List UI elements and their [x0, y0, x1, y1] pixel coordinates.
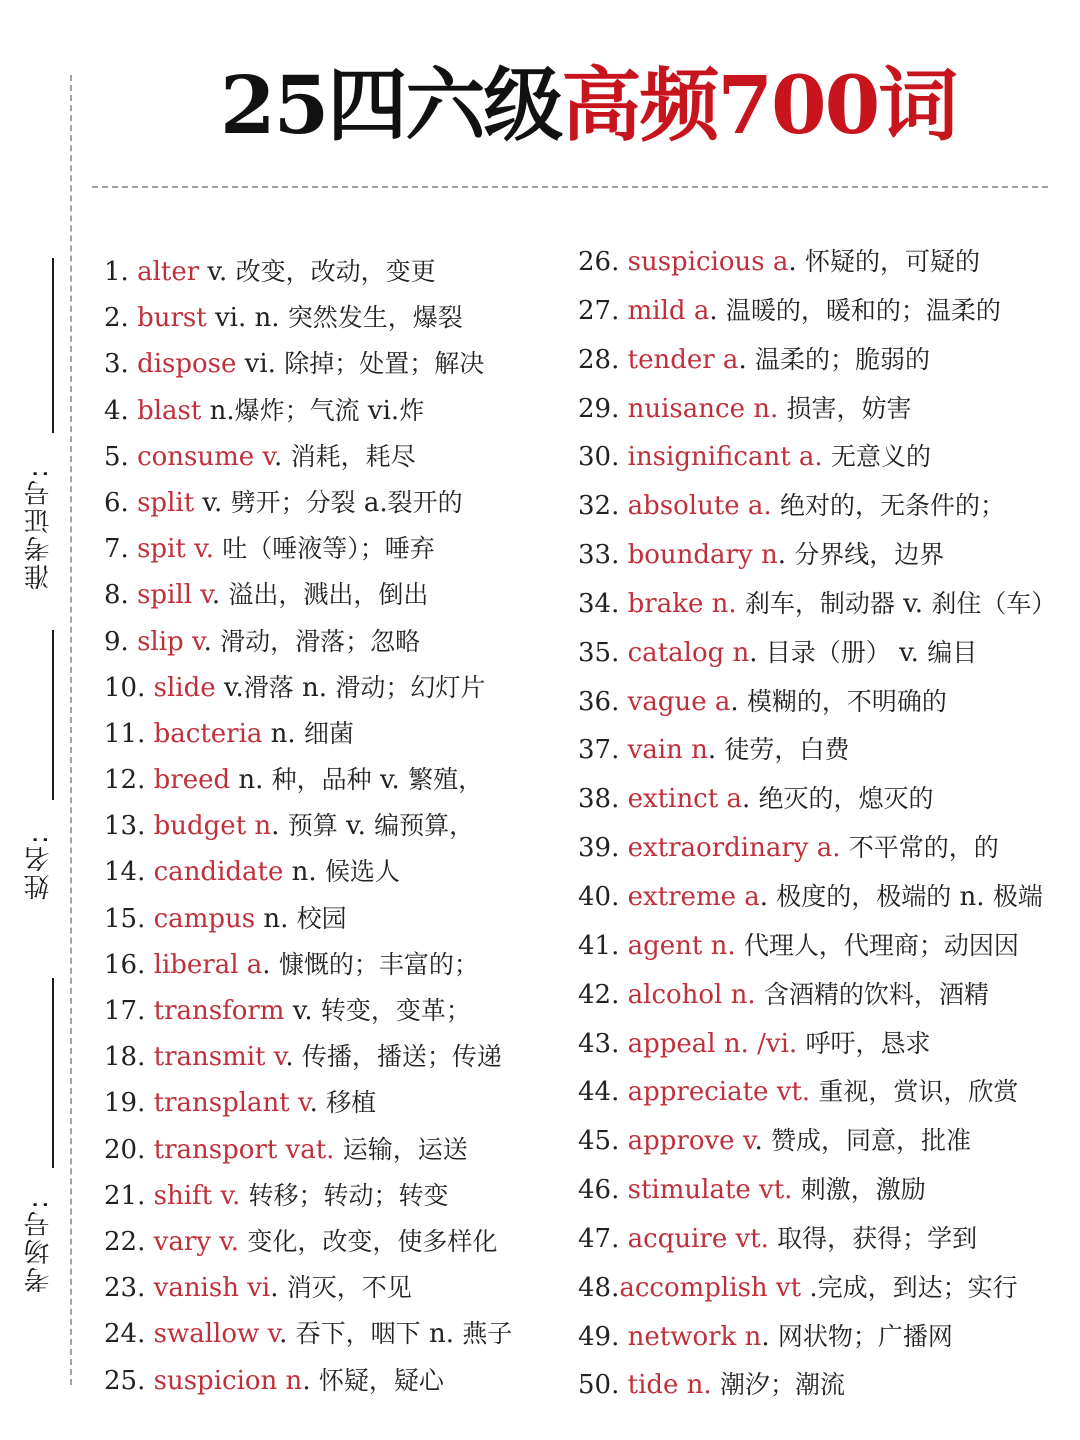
vocab-entry	[578, 1215, 1056, 1264]
entry-word: slide	[153, 672, 216, 703]
entry-definition: . 传播，播送；传递	[285, 1042, 502, 1073]
vocab-entry	[104, 803, 512, 849]
entry-definition: vi. 除掉；处置；解决	[236, 349, 485, 380]
entry-word: suspicion n	[153, 1365, 303, 1396]
entry-definition: . 目录（册） v. 编目	[749, 637, 978, 668]
vocab-entry	[578, 385, 1056, 434]
vocab-entry	[104, 1265, 512, 1311]
entry-word: transplant v	[153, 1088, 310, 1119]
entry-number: 6.	[104, 487, 138, 518]
vocab-entry	[578, 287, 1056, 336]
entry-definition: . 分界线，边界	[777, 540, 945, 571]
entry-definition: . 消灭，不见	[270, 1273, 412, 1304]
entry-word: bacteria	[153, 718, 263, 749]
entry-number: 23.	[104, 1273, 154, 1304]
entry-definition: v. 改变，改动，变更	[199, 257, 436, 287]
entry-word: extinct a	[627, 784, 742, 815]
entry-definition: 运输，运送	[342, 1134, 468, 1164]
entry-word: tender a	[627, 344, 739, 375]
entry-word: appreciate vt.	[627, 1077, 811, 1108]
exam-id-label: 准考证号:	[24, 467, 54, 590]
entry-definition: vi. n. 突然发生，爆裂	[206, 303, 463, 334]
entry-number: 22.	[104, 1226, 154, 1257]
entry-definition: n. 校园	[255, 903, 347, 934]
entry-word: approve v	[627, 1126, 755, 1157]
entry-number: 41.	[578, 930, 628, 961]
entry-word: vanish vi	[153, 1273, 271, 1304]
vocab-entry	[578, 1166, 1056, 1215]
vocab-entry	[104, 295, 512, 341]
entry-word: swallow v	[153, 1319, 280, 1350]
entry-number: 27.	[578, 295, 628, 326]
entry-number: 13.	[104, 811, 154, 842]
name-underline	[52, 630, 54, 800]
entry-number: 20.	[104, 1134, 154, 1165]
entry-word: alcohol n.	[627, 979, 756, 1010]
entry-definition: 取得，获得；学到	[777, 1223, 978, 1253]
entry-number: 32.	[578, 491, 628, 522]
entry-word: vain n	[627, 735, 708, 766]
entry-word: campus	[153, 903, 256, 934]
vocab-entry	[104, 988, 512, 1034]
entry-definition: 重视，赏识，欣赏	[818, 1077, 1019, 1107]
vocab-entry	[104, 1080, 512, 1126]
entry-number: 46.	[578, 1175, 628, 1206]
vocab-entry	[104, 665, 512, 711]
entry-number: 47.	[578, 1223, 628, 1254]
vocab-entry	[104, 619, 512, 665]
vocab-entry	[104, 434, 512, 480]
entry-number: 33.	[578, 540, 628, 571]
entry-word: spill v	[137, 580, 212, 611]
entry-number: 7.	[104, 534, 138, 565]
entry-definition: 吐（唾液等）；唾弃	[222, 534, 435, 564]
entry-number: 10.	[104, 672, 154, 703]
entry-number: 4.	[104, 395, 138, 426]
entry-word: blast	[137, 395, 202, 426]
entry-number: 36.	[578, 686, 628, 717]
entry-word: catalog n	[627, 637, 750, 668]
entry-number: 9.	[104, 626, 138, 657]
vocab-entry	[578, 1361, 1056, 1410]
entry-number: 44.	[578, 1077, 628, 1108]
exam-room-label: 考场号:	[24, 1198, 54, 1293]
vocab-entry	[104, 1127, 512, 1173]
entry-word: transform	[153, 996, 285, 1026]
entry-word: split	[137, 487, 195, 518]
entry-number: 16.	[104, 949, 154, 980]
entry-number: 25.	[104, 1365, 154, 1396]
entry-definition: n.爆炸；气流 vi.炸	[201, 395, 425, 426]
vocab-entry	[578, 531, 1056, 580]
entry-word: shift v.	[153, 1180, 241, 1211]
entry-word: budget n	[153, 811, 272, 842]
vocab-entry	[104, 480, 512, 526]
entry-word: liberal a	[153, 949, 263, 980]
vocab-entry	[104, 1358, 512, 1404]
entry-number: 39.	[578, 833, 628, 864]
entry-word: stimulate vt.	[627, 1175, 793, 1206]
vocab-entry	[104, 249, 512, 295]
entry-definition: . 消耗，耗尽	[274, 441, 416, 472]
entry-word: transmit v	[153, 1042, 286, 1073]
entry-word: extraordinary a.	[627, 833, 841, 864]
entry-word: alter	[137, 257, 200, 287]
vocab-entry	[104, 711, 512, 757]
vocab-entry	[578, 1264, 1056, 1313]
entry-word: vague a	[627, 686, 731, 717]
entry-definition: 转移；转动；转变	[248, 1180, 449, 1210]
vocab-entry	[578, 238, 1056, 287]
entry-definition: . 徒劳，白费	[707, 735, 850, 766]
entry-definition: . 吞下，咽下 n. 燕子	[279, 1319, 513, 1350]
entry-definition: 不平常的，的	[848, 833, 999, 863]
entry-number: 43.	[578, 1028, 628, 1059]
vocab-entry	[578, 1313, 1056, 1362]
entry-definition: 变化，改变，使多样化	[247, 1226, 498, 1256]
entry-word: burst	[137, 303, 207, 334]
entry-definition: 含酒精的饮料，酒精	[763, 979, 989, 1009]
entry-number: 21.	[104, 1180, 154, 1211]
entry-definition: 呼吁，恳求	[805, 1028, 931, 1058]
entry-definition: . 怀疑，疑心	[302, 1365, 444, 1396]
vocab-entry	[578, 1068, 1056, 1117]
entry-word: extreme a	[627, 881, 760, 912]
entry-number: 26.	[578, 247, 628, 277]
vocab-entry	[578, 678, 1056, 727]
entry-word: network n	[627, 1321, 762, 1352]
vocab-entry	[104, 757, 512, 803]
entry-word: transport vat.	[153, 1134, 335, 1165]
vocab-entry	[104, 572, 512, 618]
entry-definition: 潮汐；潮流	[719, 1370, 845, 1400]
entry-definition: . 溢出，溅出，倒出	[211, 580, 429, 611]
entry-word: accomplish vt	[619, 1272, 802, 1303]
vocab-entry	[104, 1219, 512, 1265]
name-label: 姓名:	[24, 833, 54, 900]
entry-number: 48.	[578, 1272, 620, 1303]
entry-word: acquire vt.	[627, 1223, 769, 1254]
entry-definition: . 滑动，滑落；忽略	[203, 626, 421, 657]
vocab-entry	[578, 922, 1056, 971]
entry-word: boundary n	[627, 540, 778, 571]
entry-number: 30.	[578, 442, 628, 473]
entry-definition: . 模糊的，不明确的	[730, 686, 947, 717]
entry-word: absolute a.	[627, 491, 772, 522]
page-title	[220, 55, 956, 155]
entry-word: suspicious a	[627, 247, 789, 277]
vocab-column-right	[578, 238, 1056, 1410]
entry-word: nuisance n.	[627, 393, 779, 424]
entry-word: dispose	[137, 349, 237, 380]
vocab-entry	[578, 971, 1056, 1020]
vocab-entry	[104, 942, 512, 988]
entry-word: spit v.	[137, 534, 214, 565]
entry-definition: n. 候选人	[283, 857, 400, 888]
vocab-entry	[104, 1034, 512, 1080]
entry-number: 49.	[578, 1321, 628, 1352]
entry-definition: .完成，到达；实行	[801, 1272, 1018, 1303]
title-red-part: 高频700词	[561, 58, 957, 152]
entry-definition: . 慷慨的；丰富的；	[262, 949, 479, 980]
vocab-entry	[104, 388, 512, 434]
vocab-entry	[578, 824, 1056, 873]
entry-definition: 刺激，激励	[800, 1175, 926, 1205]
entry-word: candidate	[153, 857, 284, 888]
entry-word: tide n.	[627, 1370, 712, 1401]
entry-definition: . 温暖的，暖和的；温柔的	[709, 295, 1001, 326]
vocab-entry	[578, 873, 1056, 922]
entry-word: agent n.	[627, 930, 736, 961]
entry-definition: 绝对的，无条件的；	[779, 491, 1005, 521]
entry-definition: 损害，妨害	[786, 393, 912, 423]
entry-definition: 代理人，代理商；动因因	[743, 930, 1019, 960]
entry-number: 18.	[104, 1042, 154, 1073]
entry-number: 45.	[578, 1126, 628, 1157]
entry-number: 38.	[578, 784, 628, 815]
entry-definition: 无意义的	[830, 442, 931, 472]
entry-definition: n. 细菌	[262, 718, 354, 749]
title-black-part: 25四六级	[220, 58, 562, 152]
vocab-entry	[578, 726, 1056, 775]
entry-number: 3.	[104, 349, 138, 380]
vocab-entry	[104, 526, 512, 572]
vocab-entry	[104, 1173, 512, 1219]
entry-number: 17.	[104, 996, 154, 1026]
entry-number: 5.	[104, 441, 138, 472]
entry-definition: . 预算 v. 编预算，	[271, 811, 475, 842]
entry-definition: n. 种，品种 v. 繁殖，	[230, 765, 484, 796]
side-dashed-divider	[70, 75, 72, 1385]
entry-number: 34.	[578, 588, 628, 619]
entry-word: vary v.	[153, 1226, 240, 1257]
entry-number: 14.	[104, 857, 154, 888]
entry-definition: . 赞成，同意，批准	[754, 1126, 971, 1157]
vocab-entry	[578, 482, 1056, 531]
vocab-entry	[578, 433, 1056, 482]
entry-number: 12.	[104, 765, 154, 796]
entry-number: 1.	[104, 257, 138, 287]
entry-word: mild a	[627, 295, 710, 326]
entry-word: consume v	[137, 441, 275, 472]
vocab-entry	[578, 775, 1056, 824]
entry-number: 29.	[578, 393, 628, 424]
entry-definition: . 温柔的；脆弱的	[738, 344, 930, 375]
entry-definition: . 移植	[309, 1088, 377, 1119]
exam-id-underline	[52, 258, 54, 433]
entry-definition: . 怀疑的，可疑的	[788, 247, 980, 277]
entry-word: breed	[153, 765, 231, 796]
vocab-entry	[104, 896, 512, 942]
entry-number: 8.	[104, 580, 138, 611]
entry-number: 35.	[578, 637, 628, 668]
vocab-entry	[104, 1311, 512, 1357]
entry-definition: . 极度的，极端的 n. 极端	[759, 881, 1043, 912]
vocab-entry	[578, 1117, 1056, 1166]
entry-word: slip v	[137, 626, 204, 657]
entry-number: 28.	[578, 344, 628, 375]
exam-room-underline	[52, 978, 54, 1168]
vocab-column-left	[104, 249, 512, 1404]
entry-number: 15.	[104, 903, 154, 934]
entry-definition: v.滑落 n. 滑动；幻灯片	[215, 672, 486, 703]
vocab-entry	[578, 580, 1056, 629]
vocab-entry	[578, 336, 1056, 385]
entry-word: brake n.	[627, 588, 737, 619]
vocab-entry	[104, 849, 512, 895]
vocab-entry	[578, 1020, 1056, 1069]
title-dashed-divider	[92, 186, 1048, 188]
entry-number: 50.	[578, 1370, 628, 1401]
entry-number: 42.	[578, 979, 628, 1010]
entry-number: 11.	[104, 718, 154, 749]
vocab-entry	[104, 341, 512, 387]
entry-number: 40.	[578, 881, 628, 912]
entry-definition: . 绝灭的，熄灭的	[741, 784, 934, 815]
entry-word: insignificant a.	[627, 442, 823, 473]
entry-number: 37.	[578, 735, 628, 766]
entry-number: 19.	[104, 1088, 154, 1119]
entry-definition: 刹车，制动器 v. 刹住（车）	[744, 588, 1057, 619]
entry-definition: . 网状物；广播网	[761, 1321, 953, 1352]
entry-definition: v. 转变，变革；	[284, 996, 471, 1026]
entry-definition: v. 劈开；分裂 a.裂开的	[194, 487, 463, 518]
vocab-entry	[578, 629, 1056, 678]
entry-number: 24.	[104, 1319, 154, 1350]
entry-word: appeal n. /vi.	[627, 1028, 798, 1059]
entry-number: 2.	[104, 303, 138, 334]
